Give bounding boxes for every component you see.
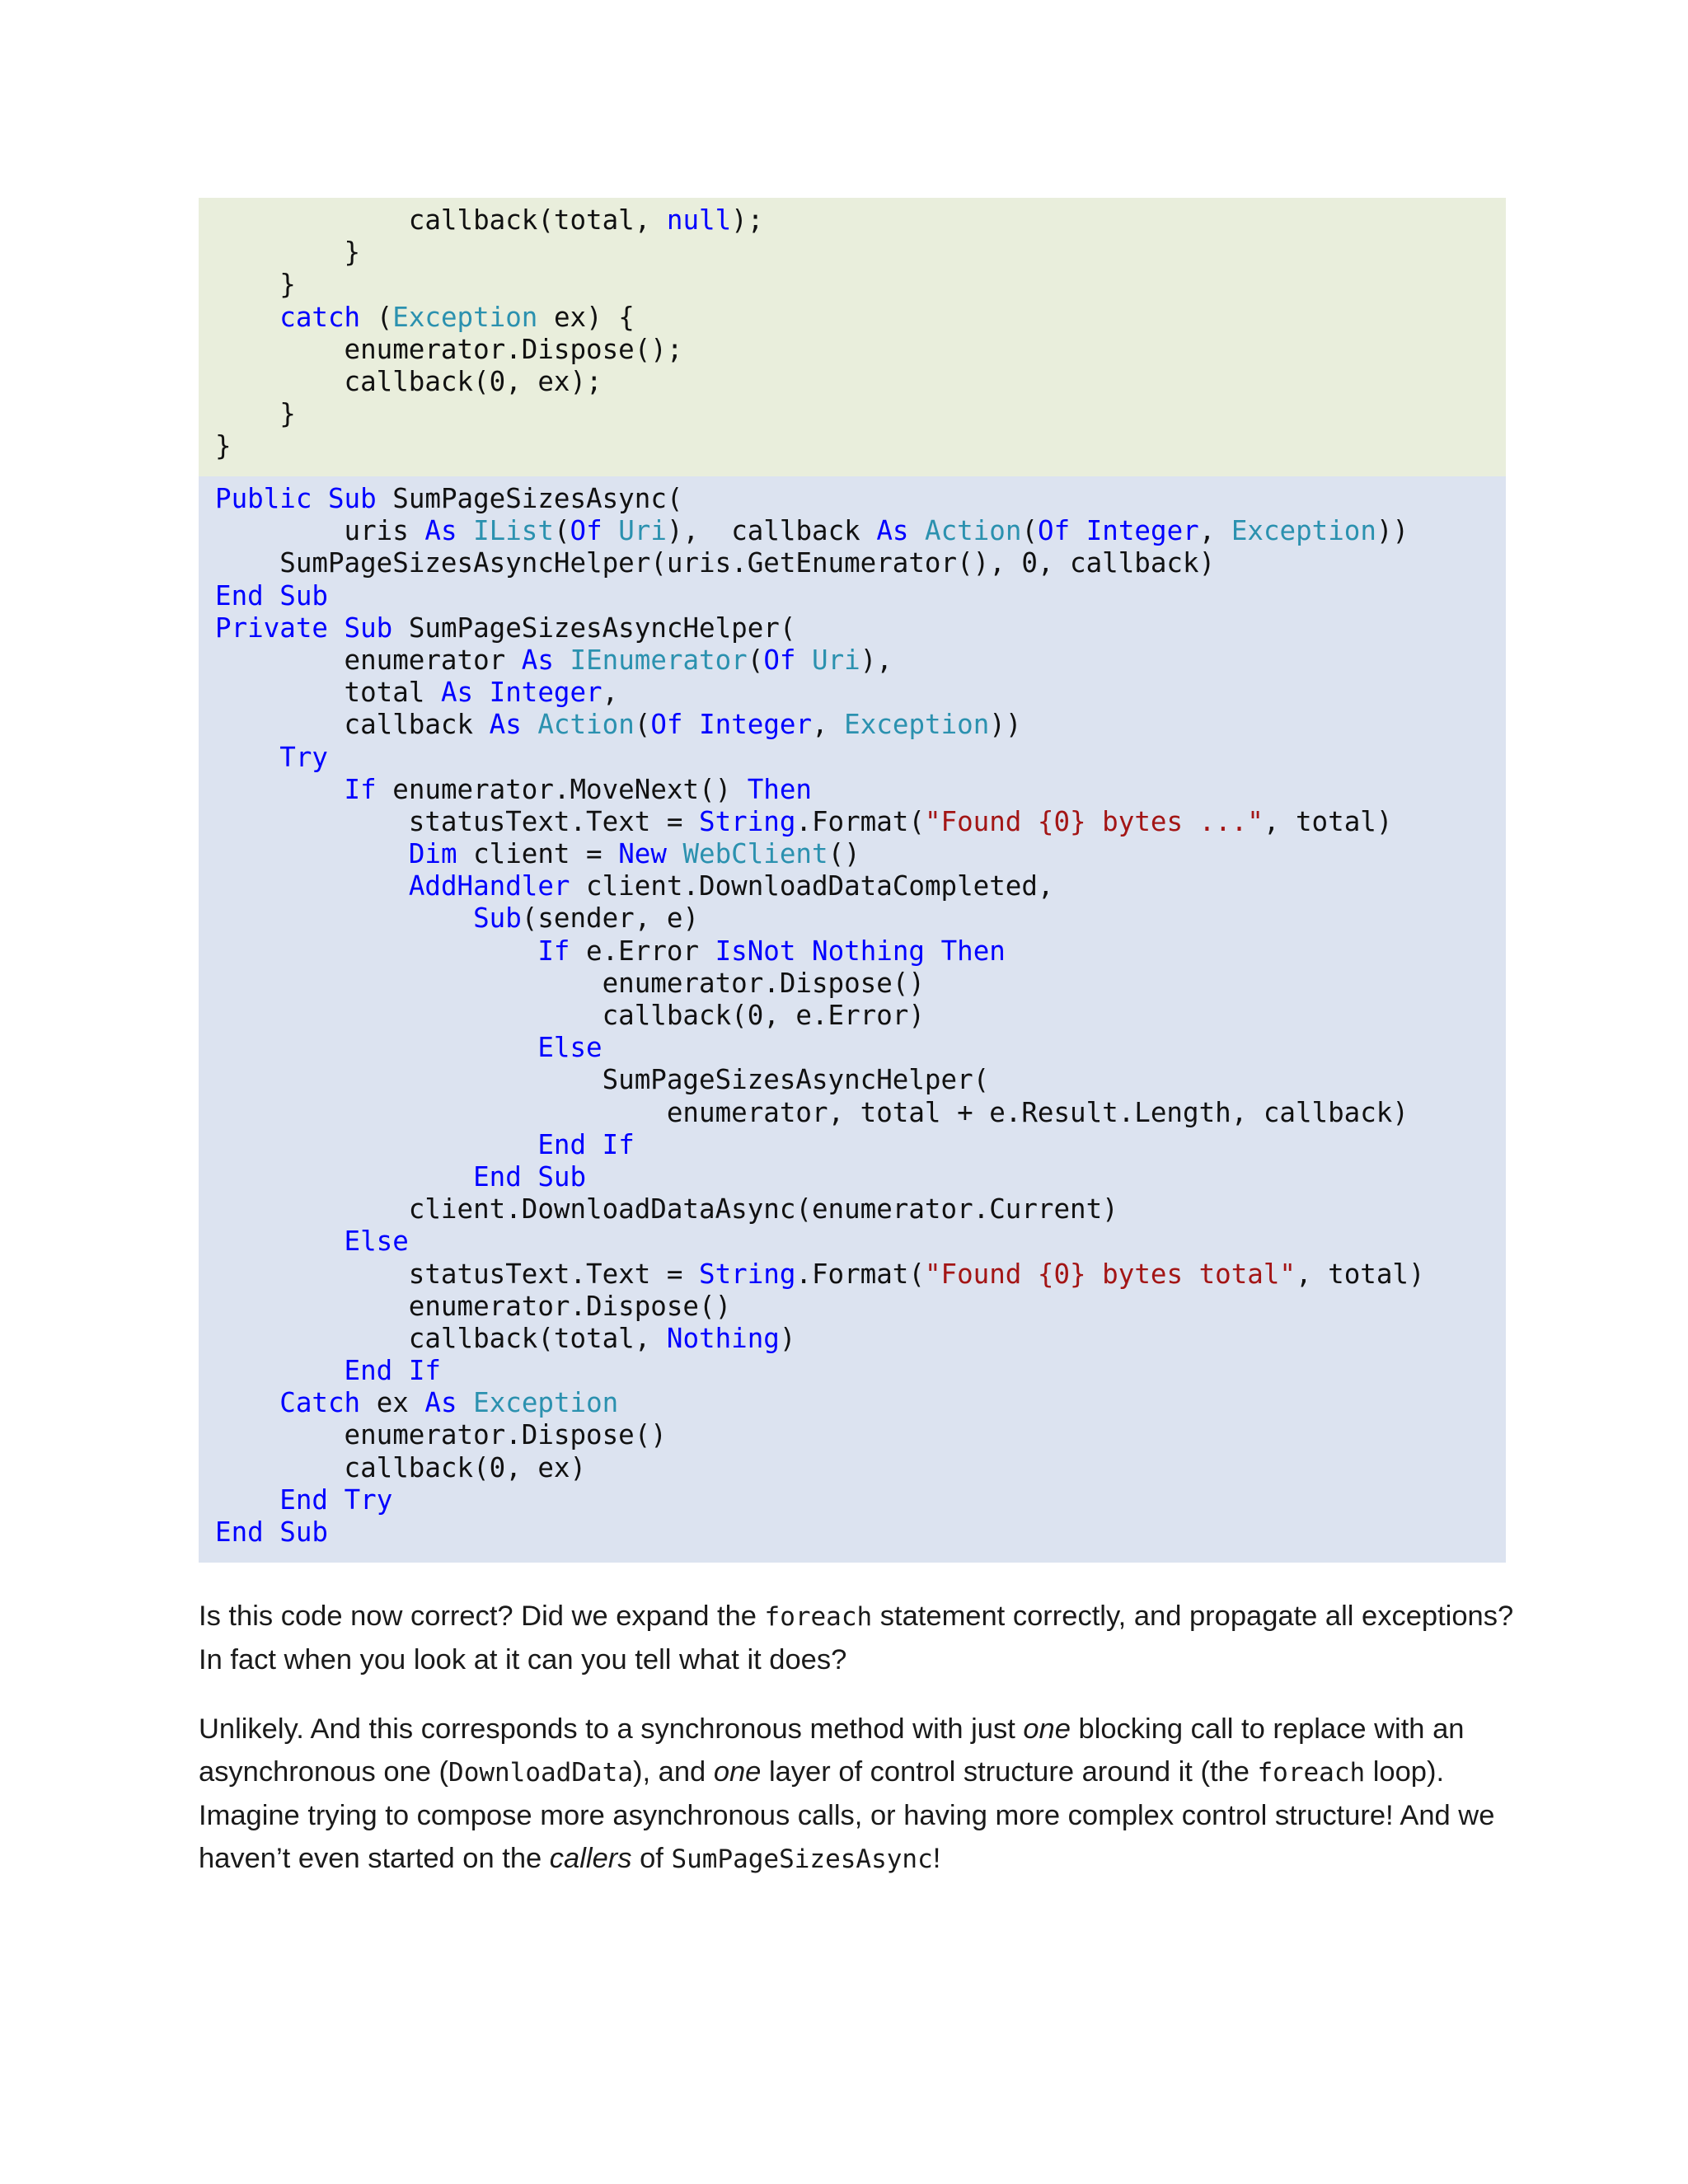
- code-text: ,: [812, 709, 845, 741]
- code-text: (: [634, 709, 651, 741]
- code-keyword: As: [876, 515, 909, 547]
- code-line: [215, 398, 1506, 430]
- code-keyword: String: [699, 805, 796, 837]
- code-keyword: Try: [279, 741, 328, 773]
- code-keyword: Of: [763, 644, 796, 676]
- code-text: callback(0, e.Error): [215, 1000, 925, 1031]
- code-string: "Found {0} bytes ...": [924, 805, 1264, 837]
- text-run: of: [631, 1843, 672, 1874]
- code-line: [215, 1516, 1506, 1549]
- text-run: Is this code now correct? Did we expand the: [199, 1601, 765, 1632]
- code-text: (: [747, 644, 764, 676]
- code-keyword: End: [537, 1128, 587, 1160]
- code-line: [215, 430, 1506, 462]
- code-keyword: Integer: [489, 677, 603, 709]
- code-text: [795, 644, 812, 676]
- code-text: [328, 612, 345, 644]
- code-text: [264, 580, 280, 612]
- emphasis-text: one: [1023, 1713, 1071, 1745]
- code-keyword: As: [424, 1387, 457, 1419]
- code-line: [215, 1193, 1506, 1226]
- code-text: callback(total,: [215, 1322, 667, 1354]
- code-text: [522, 709, 538, 740]
- code-text: callback: [215, 709, 490, 741]
- code-keyword: Sub: [279, 579, 328, 612]
- code-text: [1070, 515, 1086, 546]
- code-text: SumPageSizesAsyncHelper(uris.GetEnumerator(), 0, callback): [215, 547, 1216, 579]
- inline-code: SumPageSizesAsync: [671, 1844, 933, 1874]
- code-keyword: Then: [747, 773, 813, 805]
- code-line: [215, 269, 1506, 301]
- code-keyword: AddHandler: [408, 870, 570, 902]
- code-type: Exception: [473, 1387, 619, 1419]
- csharp-code-block: [199, 198, 1506, 476]
- code-text: [603, 515, 619, 546]
- code-type: IEnumerator: [570, 644, 748, 676]
- code-keyword: As: [440, 677, 474, 709]
- code-text: ,: [602, 677, 619, 709]
- code-keyword: Nothing: [666, 1322, 780, 1354]
- text-run: blocking call to replace with an asynchronous one (: [199, 1713, 1465, 1788]
- code-text: enumerator.MoveNext(): [376, 773, 748, 805]
- code-line: [215, 709, 1506, 741]
- code-line: [215, 774, 1506, 806]
- code-type: Exception: [1231, 515, 1376, 547]
- code-line: [215, 742, 1506, 774]
- code-line: [215, 1355, 1506, 1387]
- inline-code: DownloadData: [448, 1758, 633, 1788]
- code-text: [457, 1387, 474, 1418]
- code-line: [215, 580, 1506, 612]
- code-keyword: Catch: [279, 1387, 361, 1419]
- code-line: [215, 204, 1506, 237]
- code-line: [215, 334, 1506, 366]
- code-text: client =: [457, 838, 619, 870]
- code-text: [328, 1484, 345, 1516]
- code-text: enumerator.Dispose(): [215, 1290, 732, 1322]
- code-keyword: Sub: [537, 1160, 587, 1193]
- code-text: [312, 483, 328, 514]
- code-text: [215, 302, 279, 333]
- code-keyword: Then: [940, 935, 1006, 967]
- code-text: )): [1376, 515, 1409, 547]
- code-keyword: If: [408, 1355, 441, 1387]
- code-line: [215, 1387, 1506, 1419]
- code-text: .Format(: [795, 805, 925, 837]
- code-text: statusText.Text =: [215, 805, 699, 837]
- inline-code: foreach: [764, 1602, 873, 1632]
- code-text: [215, 935, 537, 967]
- code-line: [215, 547, 1506, 579]
- code-keyword: Sub: [473, 902, 522, 935]
- text-run: !: [932, 1843, 941, 1874]
- code-keyword: null: [666, 204, 732, 236]
- code-line: [215, 1064, 1506, 1096]
- code-text: [215, 774, 345, 805]
- code-type: WebClient: [682, 838, 828, 870]
- text-run: loop). Imagine trying to compose more asynchronous calls, or having more complex control structure! And we haven’t even started on the: [199, 1756, 1495, 1874]
- code-line: [215, 1000, 1506, 1032]
- code-text: [682, 709, 699, 740]
- code-keyword: Of: [570, 515, 603, 547]
- text-run: statement correctly, and propagate all exceptions? In fact when you look at it can you tell what it does?: [199, 1601, 1514, 1675]
- paragraph-text: [199, 1595, 1517, 1681]
- code-text: ,: [1198, 515, 1231, 547]
- code-line: [215, 366, 1506, 398]
- code-line: [215, 302, 1506, 334]
- code-text: [215, 1387, 279, 1418]
- code-string: "Found {0} bytes total": [924, 1258, 1296, 1290]
- code-line: [215, 1323, 1506, 1355]
- code-keyword: IsNot: [715, 935, 796, 967]
- code-text: }: [215, 237, 361, 269]
- code-text: [215, 742, 279, 773]
- code-text: .Format(: [795, 1258, 925, 1290]
- code-keyword: Integer: [1085, 515, 1199, 547]
- code-line: [215, 870, 1506, 902]
- code-line: [215, 677, 1506, 709]
- code-text: }: [215, 430, 232, 462]
- code-line: [215, 1258, 1506, 1291]
- code-text: [215, 1484, 279, 1516]
- code-line: [215, 1452, 1506, 1484]
- text-run: Unlikely. And this corresponds to a synchronous method with just: [199, 1713, 1024, 1745]
- paragraph-correctness-question: [199, 1595, 1517, 1681]
- code-text: ): [779, 1322, 796, 1354]
- code-text: SumPageSizesAsync(: [376, 483, 683, 514]
- code-line: [215, 902, 1506, 935]
- code-text: enumerator, total + e.Result.Length, callback): [215, 1096, 1409, 1128]
- code-keyword: End: [473, 1160, 522, 1193]
- code-text: [925, 935, 941, 967]
- emphasis-text: one: [713, 1756, 762, 1788]
- code-keyword: Else: [344, 1226, 409, 1258]
- code-keyword: If: [344, 773, 377, 805]
- code-type: Action: [925, 515, 1022, 547]
- code-text: ), callback: [666, 515, 877, 547]
- code-text: e.Error: [570, 935, 715, 967]
- code-keyword: As: [489, 709, 522, 741]
- code-line: [215, 515, 1506, 547]
- code-type: Exception: [844, 709, 990, 741]
- code-text: ex: [360, 1387, 425, 1419]
- code-keyword: End: [344, 1355, 393, 1387]
- code-text: [795, 935, 812, 967]
- code-line: [215, 838, 1506, 870]
- code-text: [392, 1355, 409, 1386]
- code-keyword: Dim: [408, 838, 457, 870]
- code-keyword: Of: [1038, 515, 1071, 547]
- code-text: [215, 1226, 345, 1257]
- code-line: [215, 237, 1506, 269]
- code-keyword: Public: [215, 483, 312, 514]
- code-line: [215, 612, 1506, 644]
- code-text: [473, 677, 490, 708]
- code-line: [215, 1032, 1506, 1064]
- text-run: layer of control structure around it (the: [761, 1756, 1258, 1788]
- code-text: enumerator: [215, 644, 522, 676]
- code-text: }: [215, 269, 296, 301]
- code-text: uris: [215, 515, 425, 547]
- code-text: callback(0, ex);: [215, 365, 603, 397]
- code-text: , total): [1296, 1258, 1425, 1290]
- code-text: [215, 1161, 473, 1193]
- code-type: IList: [473, 515, 554, 547]
- code-text: }: [215, 398, 296, 430]
- code-text: (: [1021, 515, 1039, 547]
- code-keyword: Sub: [344, 612, 393, 644]
- code-keyword: New: [618, 838, 667, 870]
- code-text: [215, 870, 409, 902]
- code-text: (: [553, 515, 570, 547]
- paragraph-text: [199, 1708, 1517, 1881]
- code-text: [522, 1161, 538, 1193]
- text-run: ), and: [633, 1756, 714, 1788]
- code-keyword: As: [424, 515, 457, 547]
- code-line: [215, 1484, 1506, 1516]
- code-text: [215, 1032, 537, 1063]
- code-line: [215, 1419, 1506, 1451]
- code-text: enumerator.Dispose(): [215, 967, 925, 999]
- code-text: [908, 515, 925, 546]
- code-text: );: [731, 204, 764, 236]
- code-keyword: If: [602, 1128, 635, 1160]
- code-line: [215, 1226, 1506, 1258]
- vb-code-block: [199, 476, 1506, 1563]
- code-type: Uri: [812, 644, 860, 676]
- code-text: client.DownloadDataAsync(enumerator.Current): [215, 1193, 1118, 1226]
- code-text: enumerator.Dispose(): [215, 1419, 667, 1451]
- code-keyword: End: [215, 1516, 264, 1548]
- paragraph-unlikely: [199, 1708, 1517, 1881]
- code-line: [215, 1291, 1506, 1323]
- inline-code: foreach: [1257, 1758, 1366, 1788]
- code-line: [215, 1161, 1506, 1193]
- code-keyword: If: [537, 935, 570, 967]
- code-text: client.DownloadDataCompleted,: [570, 870, 1054, 902]
- code-text: [457, 515, 474, 546]
- code-text: total: [215, 677, 441, 709]
- code-keyword: Private: [215, 612, 328, 644]
- code-text: ex) {: [537, 301, 635, 333]
- code-line: [215, 806, 1506, 838]
- code-text: [215, 838, 409, 869]
- code-line: [215, 644, 1506, 677]
- code-text: SumPageSizesAsyncHelper(: [392, 612, 796, 644]
- code-text: (): [828, 838, 860, 870]
- code-keyword: catch: [279, 301, 361, 333]
- code-text: callback(0, ex): [215, 1451, 587, 1483]
- code-text: [586, 1129, 603, 1160]
- code-keyword: Else: [537, 1032, 603, 1064]
- code-type: Exception: [392, 301, 538, 333]
- code-keyword: As: [521, 644, 554, 676]
- code-keyword: Sub: [279, 1516, 328, 1548]
- code-text: (: [360, 301, 393, 333]
- code-text: SumPageSizesAsyncHelper(: [215, 1064, 990, 1096]
- code-line: [215, 968, 1506, 1000]
- code-keyword: Try: [344, 1483, 393, 1516]
- code-text: [554, 644, 570, 676]
- code-text: [264, 1516, 280, 1548]
- code-keyword: String: [699, 1258, 796, 1290]
- code-text: statusText.Text =: [215, 1258, 699, 1290]
- code-text: enumerator.Dispose();: [215, 333, 683, 365]
- code-keyword: Nothing: [812, 935, 925, 967]
- code-keyword: End: [279, 1483, 328, 1516]
- code-line: [215, 935, 1506, 968]
- code-keyword: Sub: [327, 483, 377, 514]
- code-text: [667, 838, 683, 869]
- code-text: )): [989, 709, 1022, 741]
- code-line: [215, 1097, 1506, 1129]
- code-line: [215, 483, 1506, 515]
- code-text: [215, 1129, 537, 1160]
- code-text: [215, 1355, 345, 1386]
- code-type: Uri: [618, 515, 667, 547]
- emphasis-text: callers: [549, 1843, 632, 1874]
- code-text: (sender, e): [521, 902, 700, 935]
- code-text: callback(total,: [215, 204, 667, 236]
- code-text: [215, 902, 473, 934]
- code-text: , total): [1263, 805, 1393, 837]
- code-type: Action: [537, 709, 635, 741]
- code-text: ),: [860, 644, 893, 676]
- code-keyword: Integer: [699, 709, 813, 741]
- code-keyword: End: [215, 579, 264, 612]
- code-keyword: Of: [650, 709, 683, 741]
- code-line: [215, 1129, 1506, 1161]
